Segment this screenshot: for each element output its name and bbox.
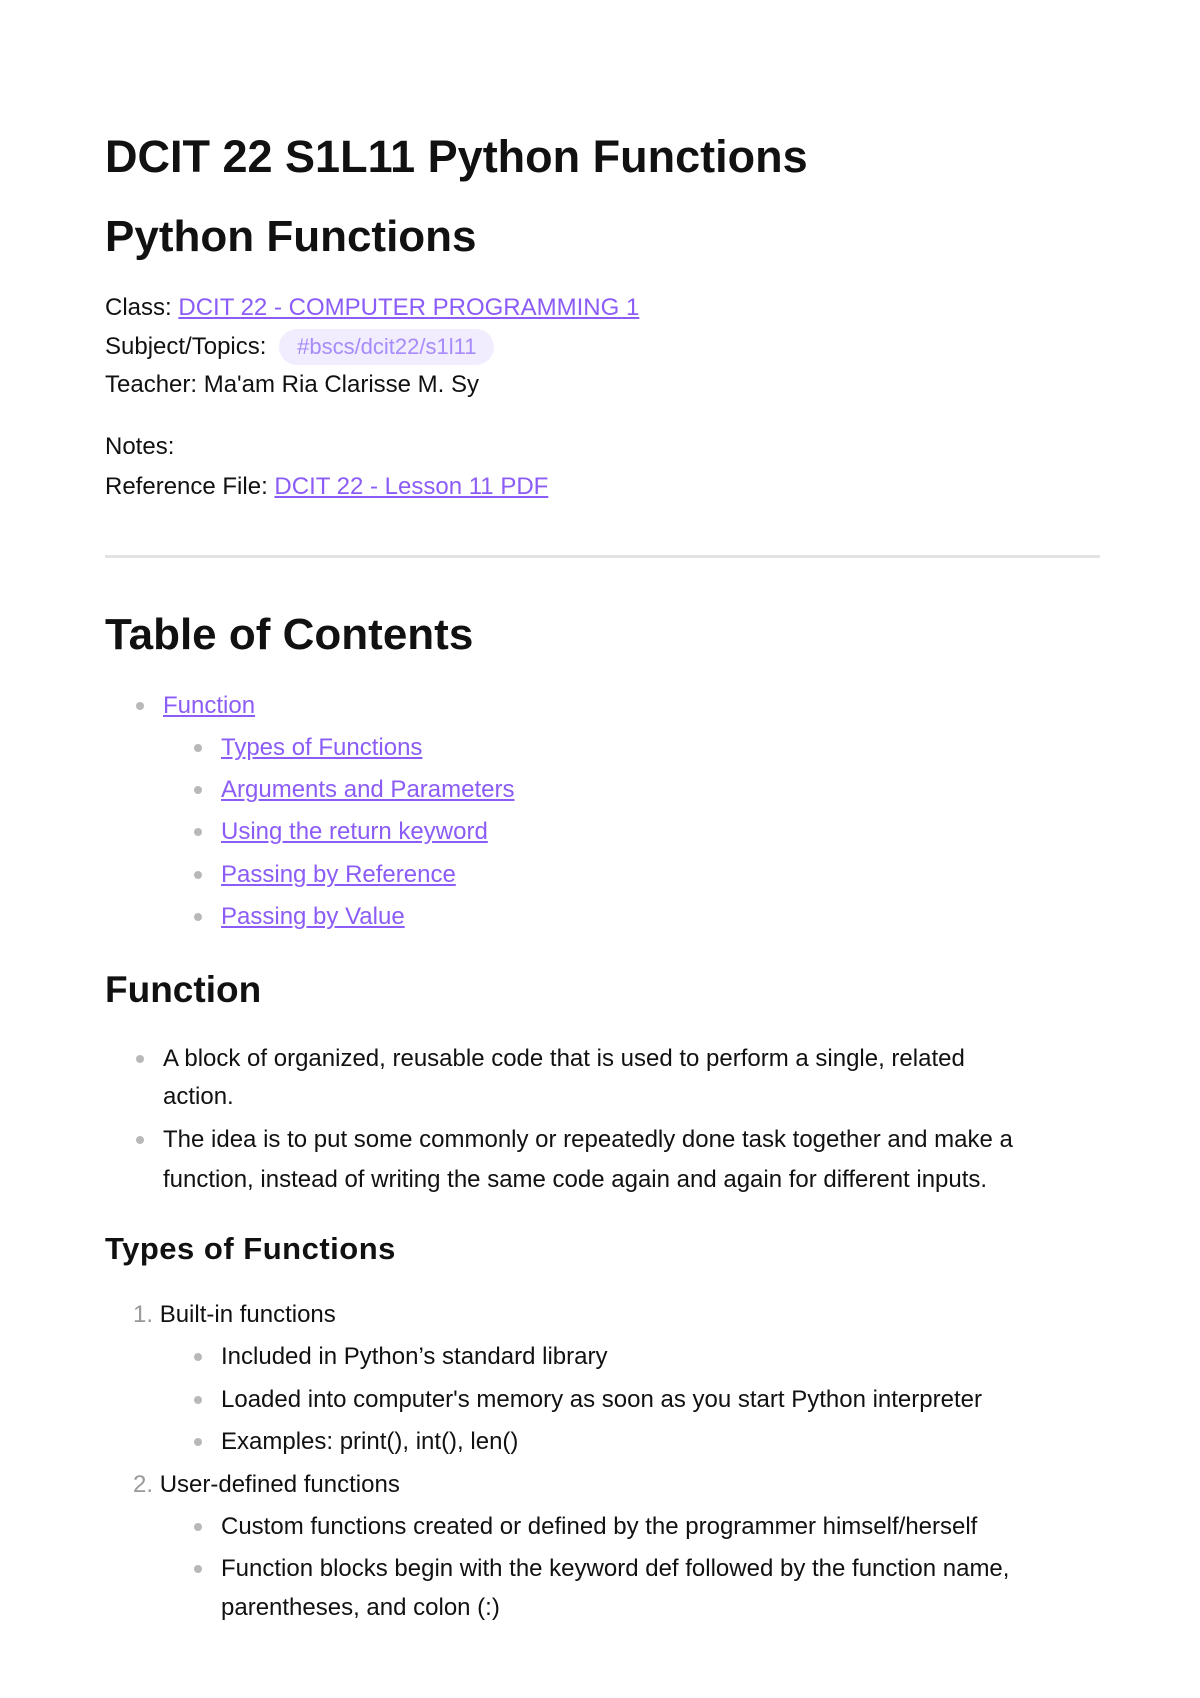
list-item: Function blocks begin with the keyword def followed by the function name, xyxy=(221,1555,1010,1582)
function-heading: Function xyxy=(105,969,262,1010)
list-item-continuation: parentheses, and colon (:) xyxy=(221,1594,500,1621)
class-label: Class: xyxy=(105,294,172,321)
toc-item-function[interactable]: Function xyxy=(163,692,256,719)
toc-item-types[interactable]: Types of Functions xyxy=(221,734,423,761)
function-bullet-2-line-1: The idea is to put some commonly or repeatedly done task together and make a xyxy=(163,1126,1013,1153)
list-item: Custom functions created or defined by the programmer himself/herself xyxy=(221,1513,978,1540)
function-bullet-1-line-1: A block of organized, reusable code that is used to perform a single, related xyxy=(163,1045,965,1072)
list-number: 1. xyxy=(133,1301,154,1328)
class-link[interactable]: DCIT 22 - COMPUTER PROGRAMMING 1 xyxy=(178,294,640,321)
toc-heading: Table of Contents xyxy=(105,610,474,659)
list-item: Loaded into computer's memory as soon as you start Python interpreter xyxy=(221,1386,982,1413)
divider xyxy=(105,555,1100,558)
bullet-icon xyxy=(194,1396,202,1404)
toc-item-return[interactable]: Using the return keyword xyxy=(221,818,488,845)
bullet-icon xyxy=(194,744,202,752)
toc-item-arguments[interactable]: Arguments and Parameters xyxy=(221,776,515,803)
toc-item-value[interactable]: Passing by Value xyxy=(221,903,405,930)
page-title: DCIT 22 S1L11 Python Functions xyxy=(105,131,808,182)
subject-tag[interactable]: #bscs/dcit22/s1l11 xyxy=(279,329,494,365)
notes-label: Notes: xyxy=(105,433,175,460)
types-heading: Types of Functions xyxy=(105,1231,396,1266)
class-row xyxy=(105,291,639,325)
list-item: Examples: print(), int(), len() xyxy=(221,1428,519,1455)
toc-item-reference[interactable]: Passing by Reference xyxy=(221,861,456,888)
bullet-icon xyxy=(136,702,144,710)
list-item-1 xyxy=(133,1298,336,1332)
bullet-icon xyxy=(194,1438,202,1446)
bullet-icon xyxy=(136,1055,144,1063)
bullet-icon xyxy=(194,1353,202,1361)
list-number: 2. xyxy=(133,1471,154,1498)
bullet-icon xyxy=(194,913,202,921)
list-item: Included in Python’s standard library xyxy=(221,1343,608,1370)
bullet-icon xyxy=(194,1565,202,1573)
subject-label: Subject/Topics: xyxy=(105,333,267,360)
subject-row xyxy=(105,329,494,365)
bullet-icon xyxy=(194,828,202,836)
list-item-label: Built-in functions xyxy=(159,1301,336,1328)
reference-link[interactable]: DCIT 22 - Lesson 11 PDF xyxy=(274,473,549,500)
bullet-icon xyxy=(194,786,202,794)
teacher: Teacher: Ma'am Ria Clarisse M. Sy xyxy=(105,371,480,398)
section-title: Python Functions xyxy=(105,212,477,261)
reference-row xyxy=(105,470,548,504)
list-item-2 xyxy=(133,1468,400,1502)
bullet-icon xyxy=(194,1523,202,1531)
reference-label: Reference File: xyxy=(105,473,268,500)
function-bullet-2-line-2: function, instead of writing the same code again and again for different inputs. xyxy=(163,1166,988,1193)
bullet-icon xyxy=(136,1136,144,1144)
function-bullet-1-line-2: action. xyxy=(163,1083,234,1110)
list-item-label: User-defined functions xyxy=(159,1471,400,1498)
bullet-icon xyxy=(194,871,202,879)
